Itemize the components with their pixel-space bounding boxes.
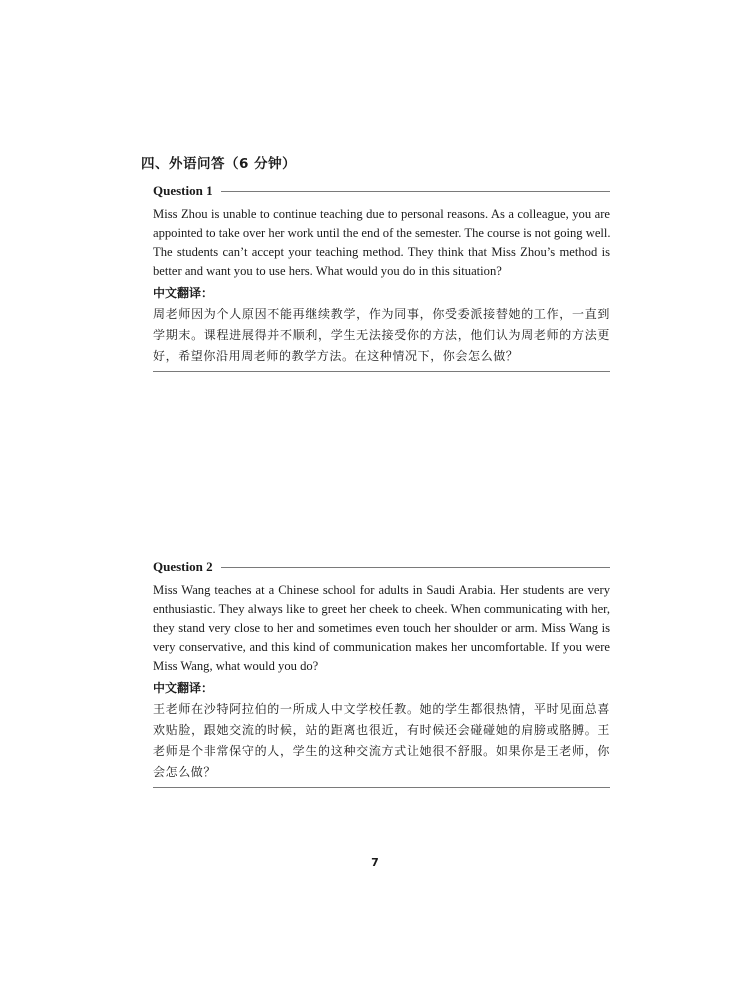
section-title: 四、外语问答（6 分钟） [141,156,297,172]
english-question-text [153,581,610,676]
chinese-line: 老师是个非常保守的人，学生的这种交流方式让她很不舒服。如果你是王老师，你 [153,744,610,758]
english-question-text [153,205,610,281]
header-rule [221,567,610,568]
header-rule [221,191,610,192]
english-line: very conservative, and this kind of communication makes her uncomfortable. If you were [153,640,610,654]
chinese-line: 好，希望你沿用周老师的教学方法。在这种情况下，你会怎么做？ [153,349,519,363]
question-header [153,558,610,576]
chinese-line: 周老师因为个人原因不能再继续教学，作为同事，你受委派接替她的工作，一直到 [153,307,610,321]
question-header [153,182,610,200]
english-line: enthusiastic. They always like to greet her cheek to cheek. When communicating with her, [153,602,610,616]
chinese-translation-text [153,699,610,783]
english-line: The students can’t accept your teaching method. They think that Miss Zhou’s method is [153,245,610,259]
question-block-2 [153,558,610,788]
bottom-rule [153,787,610,788]
bottom-rule [153,371,610,372]
english-line: Miss Zhou is unable to continue teaching due to personal reasons. As a colleague, you are [153,207,610,221]
translation-label: 中文翻译： [153,681,214,695]
chinese-line: 王老师在沙特阿拉伯的一所成人中文学校任教。她的学生都很热情，平时见面总喜 [153,702,610,716]
english-line: they stand very close to her and sometimes even touch her shoulder or arm. Miss Wang is [153,621,610,635]
chinese-line: 欢贴脸，跟她交流的时候，站的距离也很近，有时候还会碰碰她的肩膀或胳膊。王 [153,723,610,737]
question-label: Question 1 [153,183,213,198]
page-number: 7 [371,856,379,869]
question-label: Question 2 [153,559,213,574]
english-line: appointed to take over her work until the end of the semester. The course is not going well. [153,226,611,240]
translation-label: 中文翻译： [153,286,214,300]
english-line: Miss Wang, what would you do? [153,659,319,673]
question-block-1 [153,182,610,372]
english-line: better and want you to use hers. What would you do in this situation? [153,264,502,278]
chinese-line: 学期末。课程进展得并不顺利，学生无法接受你的方法，他们认为周老师的方法更 [153,328,610,342]
chinese-line: 会怎么做？ [153,765,217,779]
chinese-translation-text [153,304,610,367]
english-line: Miss Wang teaches at a Chinese school for adults in Saudi Arabia. Her students are very [153,583,610,597]
